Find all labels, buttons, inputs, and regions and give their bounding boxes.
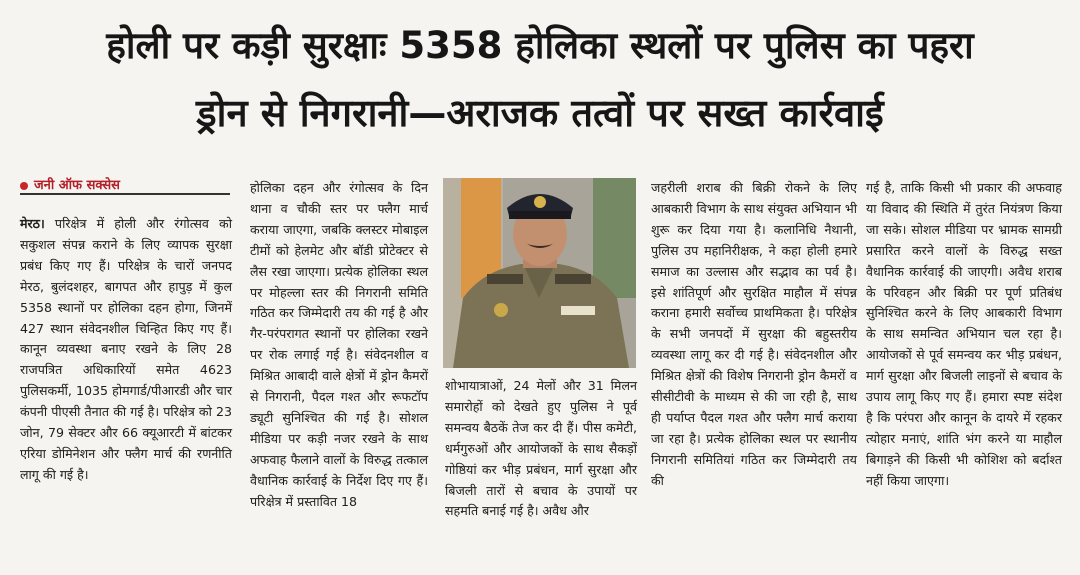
column-4-text: जहरीली शराब की बिक्री रोकने के लिए आबकारी विभाग के साथ संयुक्त अभियान भी शुरू कर दिया गया है। कलानिधि नैथानी, पुलिस उप महानिरीक्षक, ने कहा होली हमारे समाज का उल्लास और सद्भाव का पर्व है। इसे शांतिपूर्ण और सुरक्षित माहौल में संपन्न कराना हमारी सर्वोच्च प्राथमिकता है। परिक्षेत्र के सभी जनपदों में सुरक्षा की बहुस्तरीय व्यवस्था लागू कर दी गई है। संवेदनशील और मिश्रित क्षेत्रों की विशेष निगरानी ड्रोन कैमरों व सीसीटीवी के माध्यम से की जा रही है, साथ ही पर्याप्त पैदल गश्त और फ्लैग मार्च कराया जा रहा है। प्रत्येक होलिका स्थल पर स्थानीय निगरानी समितियां गठित कर जिम्मेदारी तय की — [651, 180, 857, 488]
dateline: मेरठ। — [20, 216, 45, 231]
column-4 — [651, 178, 857, 568]
badge-icon — [494, 303, 508, 317]
byline — [20, 175, 230, 195]
cap-badge-icon — [534, 196, 546, 208]
headline-line-1: होली पर कड़ी सुरक्षाः 5358 होलिका स्थलों पर पुलिस का पहरा — [106, 24, 974, 67]
officer-photo-illustration — [443, 178, 636, 368]
name-tag — [561, 306, 595, 315]
cap-band — [509, 211, 571, 219]
column-3-text: शोभायात्राओं, 24 मेलों और 31 मिलन समारोहों को देखते हुए पुलिस ने पूर्व समन्वय बैठकें तेज कर दी हैं। पीस कमेटी, धर्मगुरुओं और आयोजकों के साथ सैकड़ों गोष्ठियां कर भीड़ प्रबंधन, मार्ग सुरक्षा और बिजली तारों से बचाव के उपायों पर सहमति बनाई गई है। अवैध और — [445, 378, 637, 519]
headline-line-2: ड्रोन से निगरानी—अराजक तत्वों पर सख्त कार्रवाई — [196, 91, 884, 135]
green-flag — [593, 178, 636, 298]
column-5-text: गई है, ताकि किसी भी प्रकार की अफवाह या विवाद की स्थिति में तुरंत नियंत्रण किया जा सके। सोशल मीडिया पर भ्रामक सामग्री प्रसारित करने वालों के विरुद्ध सख्त वैधानिक कार्रवाई की जाएगी। अवैध शराब के परिवहन और बिक्री पर पूर्ण प्रतिबंध सुनिश्चित करने के लिए आबकारी विभाग के साथ समन्वित अभियान चल रहा है। आयोजकों से पूर्व समन्वय कर भीड़ प्रबंधन, मार्ग सुरक्षा और बिजली लाइनों से बचाव के उपाय लागू किए गए हैं। हमारा स्पष्ट संदेश है कि परंपरा और कानून के दायरे में रहकर त्योहार मनाएं, शांति भंग करने या माहौल बिगाड़ने की किसी भी कोशिश को बर्दाश्त नहीं किया जाएगा। — [866, 180, 1062, 488]
column-2 — [250, 178, 428, 568]
column-1-text: परिक्षेत्र में होली और रंगोत्सव को सकुशल संपन्न कराने के लिए व्यापक सुरक्षा प्रबंध किए गए हैं। परिक्षेत्र के चारों जनपद मेरठ, बुलंदशहर, बागपत और हापुड़ में कुल 5358 स्थानों पर होलिका दहन होगा, जिनमें 427 स्थान संवेदनशील चिन्हित किए गए हैं। कानून व्यवस्था बनाए रखने के लिए 28 राजपत्रित अधिकारियों समेत 4623 पुलिसकर्मी, 1035 होमगार्ड/पीआरडी और चार कंपनी पीएसी तैनात की गई है। परिक्षेत्र को 23 जोन, 79 सेक्टर और 66 क्यूआरटी में बांटकर एरिया डोमिनेशन और फ्लैग मार्च की रणनीति लागू की गई है। — [20, 216, 232, 482]
right-epaulette — [555, 274, 591, 284]
column-5 — [866, 178, 1062, 568]
column-1 — [20, 214, 232, 559]
officer-photo — [443, 178, 636, 368]
left-epaulette — [487, 274, 523, 284]
byline-bullet-icon — [20, 182, 28, 190]
column-3 — [445, 376, 637, 566]
byline-text: जनी ऑफ सक्सेस — [34, 178, 120, 193]
column-2-text: होलिका दहन और रंगोत्सव के दिन थाना व चौकी स्तर पर फ्लैग मार्च कराया जाएगा, जबकि क्लस्टर मोबाइल टीमों को हेलमेट और बॉडी प्रोटेक्टर से लैस रखा जाएगा। प्रत्येक होलिका स्थल पर मोहल्ला स्तर की निगरानी समिति गठित कर जिम्मेदारी तय की गई है और गैर-परंपरागत स्थानों पर होलिका रखने पर रोक लगाई गई है। संवेदनशील व मिश्रित आबादी वाले क्षेत्रों में ड्रोन कैमरों से निगरानी, पैदल गश्त और रूफटॉप ड्यूटी सुनिश्चित की गई है। सोशल मीडिया पर कड़ी नजर रखने के साथ अफवाह फैलाने वालों के विरुद्ध तत्काल वैधानिक कार्रवाई के निर्देश दिए गए हैं। परिक्षेत्र में प्रस्तावित 18 — [250, 180, 428, 509]
